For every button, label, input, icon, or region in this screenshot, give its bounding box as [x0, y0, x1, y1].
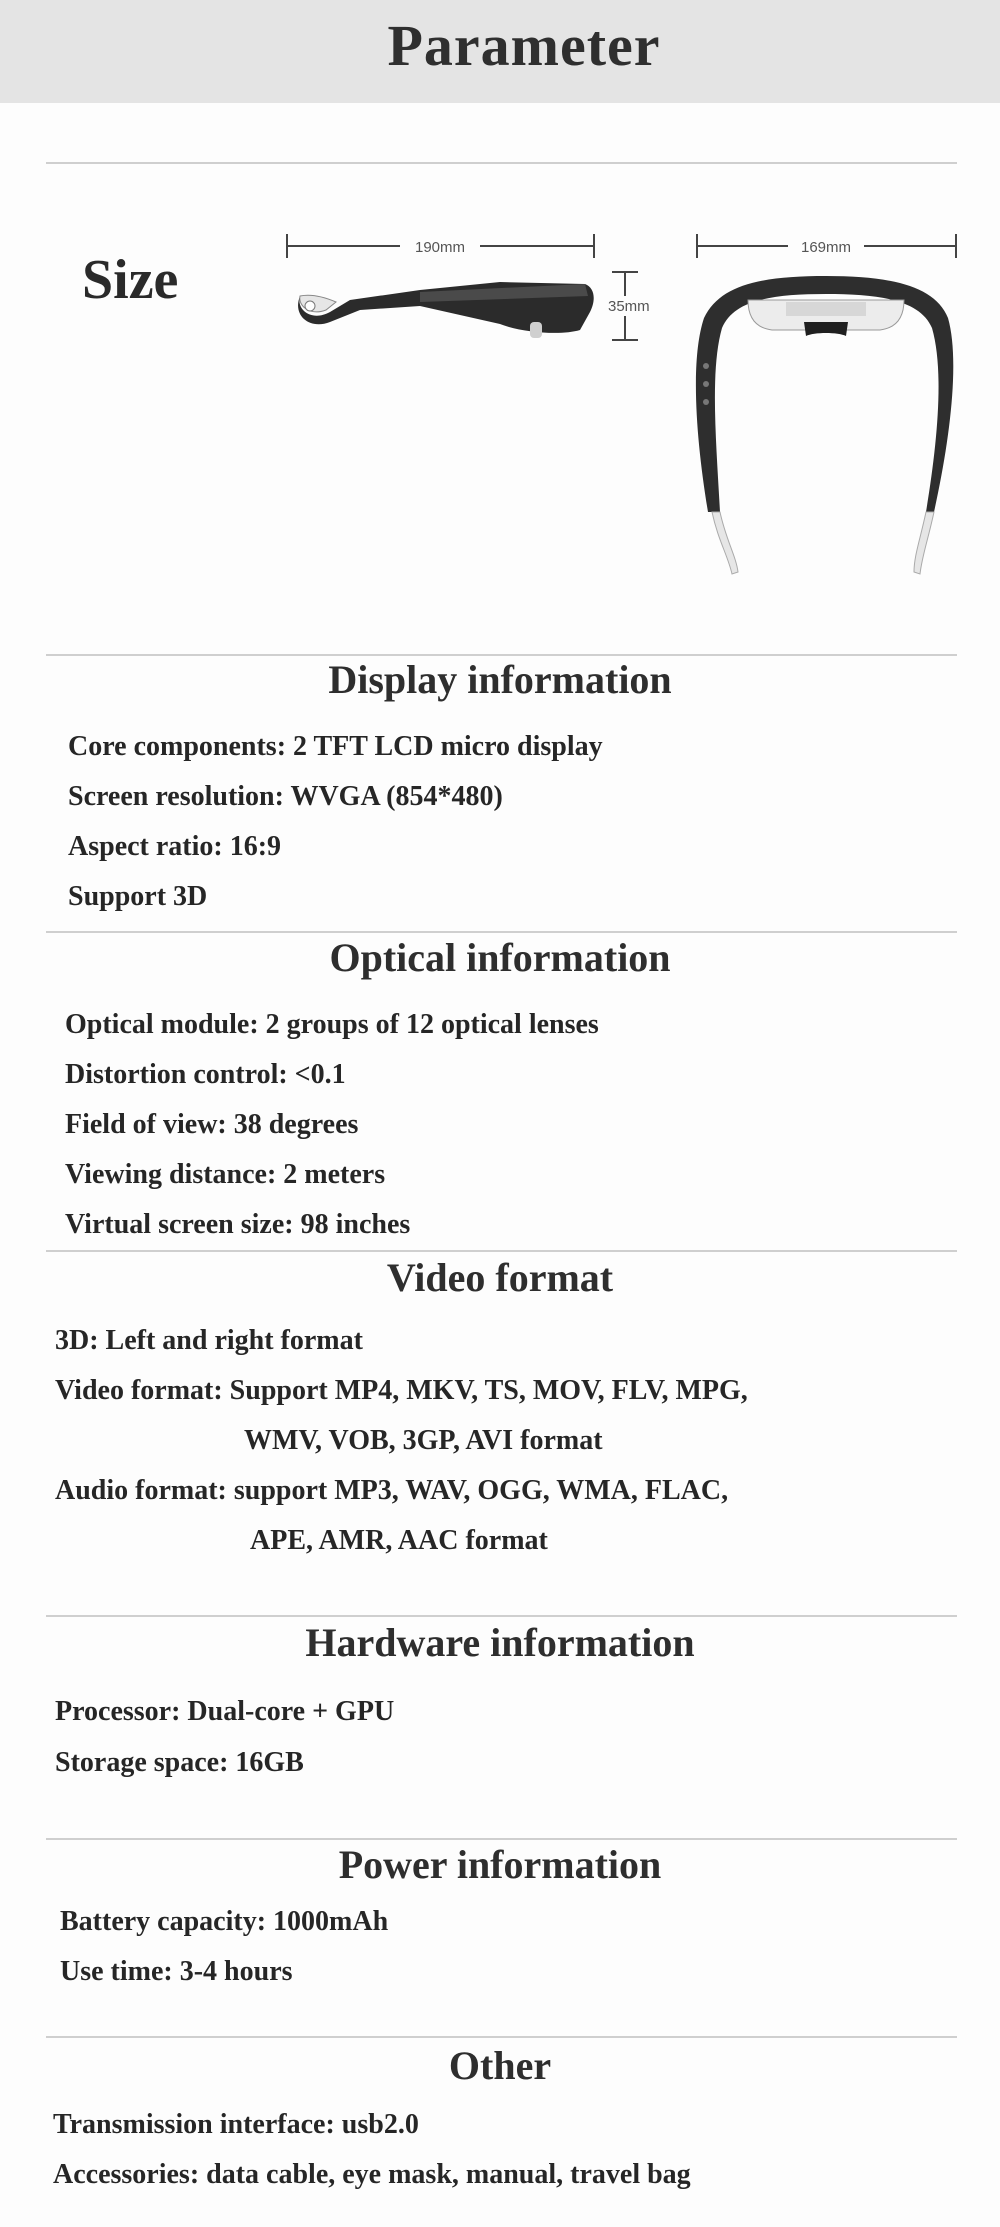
optical-line-module: Optical module: 2 groups of 12 optical lenses: [65, 1009, 599, 1040]
hardware-line-storage: Storage space: 16GB: [55, 1747, 304, 1778]
optical-line-fov: Field of view: 38 degrees: [65, 1109, 359, 1140]
front-width-dimension: [697, 234, 956, 258]
optical-line-distance: Viewing distance: 2 meters: [65, 1159, 386, 1190]
glasses-front-view: [696, 276, 953, 574]
divider: [46, 654, 957, 656]
optical-line-screen-size: Virtual screen size: 98 inches: [65, 1209, 411, 1240]
page-title: Parameter: [387, 13, 661, 78]
front-width-text: 169mm: [800, 239, 852, 256]
divider: [46, 1250, 957, 1252]
video-line-video-formats-cont: WMV, VOB, 3GP, AVI format: [244, 1425, 603, 1456]
size-label: Size: [82, 249, 179, 311]
video-section-title: Video format: [386, 1255, 614, 1300]
optical-line-distortion: Distortion control: <0.1: [65, 1059, 346, 1090]
hardware-section-title: Hardware information: [305, 1620, 695, 1665]
side-height-dimension: [606, 272, 662, 340]
video-line-3d: 3D: Left and right format: [55, 1325, 363, 1356]
glasses-side-view: [298, 282, 594, 338]
divider: [46, 2036, 957, 2038]
display-line-3d: Support 3D: [68, 881, 208, 912]
divider: [46, 1615, 957, 1617]
divider: [46, 931, 957, 933]
other-line-interface: Transmission interface: usb2.0: [53, 2109, 419, 2140]
other-section-title: Other: [448, 2043, 552, 2088]
video-line-audio-formats-cont: APE, AMR, AAC format: [250, 1525, 548, 1556]
power-line-battery: Battery capacity: 1000mAh: [60, 1906, 389, 1937]
video-line-audio-formats: Audio format: support MP3, WAV, OGG, WMA, FLAC,: [55, 1475, 729, 1506]
display-line-core: Core components: 2 TFT LCD micro display: [68, 731, 603, 762]
other-line-accessories: Accessories: data cable, eye mask, manual, travel bag: [53, 2159, 691, 2190]
display-line-aspect: Aspect ratio: 16:9: [68, 831, 282, 862]
display-line-resolution: Screen resolution: WVGA (854*480): [68, 781, 503, 812]
glasses-dimension-figure: [0, 0, 1000, 600]
divider: [46, 1838, 957, 1840]
video-line-video-formats: Video format: Support MP4, MKV, TS, MOV, FLV, MPG,: [55, 1375, 748, 1406]
display-section-title: Display information: [328, 657, 672, 702]
side-width-dimension: [287, 234, 594, 258]
side-width-text: 190mm: [414, 239, 466, 256]
hardware-line-processor: Processor: Dual-core + GPU: [55, 1696, 395, 1727]
power-section-title: Power information: [338, 1842, 662, 1887]
power-line-use-time: Use time: 3-4 hours: [60, 1956, 293, 1987]
side-height-text: 35mm: [608, 298, 650, 315]
optical-section-title: Optical information: [329, 935, 671, 980]
